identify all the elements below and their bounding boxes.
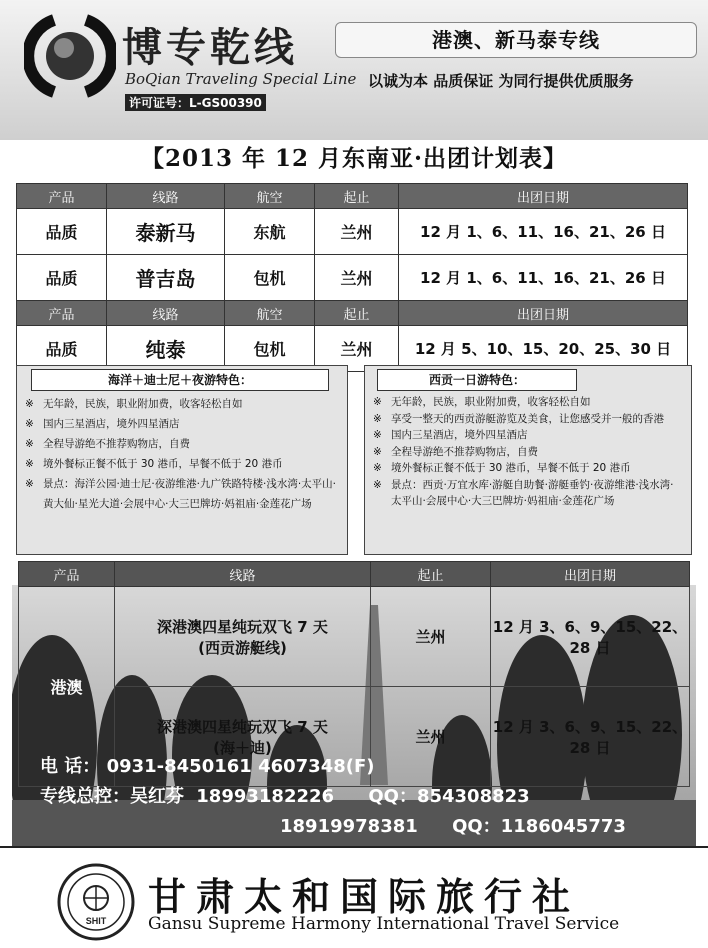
- column-header: 线路: [115, 562, 371, 587]
- special-line-banner: 港澳、新马泰专线: [335, 22, 697, 58]
- table-row: [19, 587, 690, 687]
- departure-city-cell: 兰州: [315, 209, 399, 255]
- column-header: 出团日期: [399, 184, 688, 209]
- product-cell: 品质: [17, 326, 107, 372]
- column-header: 航空: [225, 184, 315, 209]
- features-box-title: 海洋＋迪士尼＋夜游特色：: [31, 369, 329, 391]
- list-item: ※ 无年龄，民族，职业附加费，收客轻松自如: [373, 394, 683, 411]
- dates-cell: 12 月 1、6、11、16、21、26 日: [399, 255, 688, 301]
- features-box-ocean-disney: [16, 365, 348, 555]
- table-header-row: [17, 184, 688, 209]
- route-name: 深港澳四星纯玩双飞 7 天: [157, 617, 328, 636]
- phone-label: 电 话：: [40, 756, 101, 777]
- route-name: 深港澳四星纯玩双飞 7 天: [157, 717, 328, 736]
- seal-text: SHIT: [85, 916, 107, 926]
- departure-city-cell: 兰州: [371, 587, 491, 687]
- column-header: 产品: [19, 562, 115, 587]
- table-row: [17, 209, 688, 255]
- list-item: ※ 景点：海洋公园·迪士尼·夜游维港·九广铁路特楼·浅水湾·太平山·黄大仙·星光大道·会展中心·大三巴牌坊·妈祖庙·金莲花广场: [25, 474, 339, 514]
- list-item: ※ 全程导游绝不推荐购物店，自费: [373, 444, 683, 461]
- dates-cell: 12 月 3、6、9、15、22、28 日: [491, 687, 690, 787]
- list-item: ※ 景点：西贡·万宜水库·游艇自助餐·游艇垂钓·夜游维港·浅水湾·太平山·会展中心·大三巴牌坊·妈祖庙·金莲花广场: [373, 477, 683, 510]
- column-header: 起止: [315, 184, 399, 209]
- table-header-row: [17, 301, 688, 326]
- route-subtitle: (海＋迪): [213, 738, 272, 757]
- column-header: 产品: [17, 301, 107, 326]
- brand-name-en: BoQian Traveling Special Line: [125, 70, 357, 88]
- column-header: 起止: [315, 301, 399, 326]
- features-list: [373, 394, 683, 510]
- column-header: 出团日期: [491, 562, 690, 587]
- qq-number-1: QQ：854308823: [368, 786, 530, 807]
- column-header: 产品: [17, 184, 107, 209]
- qq-number-2: QQ：1186045773: [452, 816, 626, 837]
- column-header: 出团日期: [399, 301, 688, 326]
- product-cell: 品质: [17, 209, 107, 255]
- schedule-title: 【2013 年 12 月东南亚·出团计划表】: [140, 145, 568, 172]
- list-item: ※ 国内三星酒店，境外四星酒店: [25, 414, 339, 434]
- list-item: ※ 境外餐标正餐不低于 30 港币，早餐不低于 20 港币: [25, 454, 339, 474]
- license-number: 许可证号：L-GS00390: [125, 94, 266, 111]
- agency-name-en: Gansu Supreme Harmony International Travel Service: [148, 914, 620, 934]
- airline-cell: 包机: [225, 255, 315, 301]
- route-subtitle: (西贡游艇线): [198, 638, 287, 657]
- product-cell: 品质: [17, 255, 107, 301]
- brand-name-cn: 博专乾线: [122, 25, 298, 71]
- agency-name-cn: 甘肃太和国际旅行社: [148, 874, 581, 919]
- contact-info: [40, 752, 626, 842]
- route-cell: 纯泰: [107, 326, 225, 372]
- column-header: 线路: [107, 184, 225, 209]
- list-item: ※ 享受一整天的西贡游艇游览及美食，让您感受并一般的香港: [373, 411, 683, 428]
- table-header-row: [19, 562, 690, 587]
- departure-city-cell: 兰州: [315, 255, 399, 301]
- table-row: [17, 255, 688, 301]
- mobile-row-2: [40, 812, 626, 842]
- brand-logo-icon: [24, 10, 116, 102]
- route-cell: [115, 587, 371, 687]
- phone-row: [40, 752, 626, 782]
- dates-cell: 12 月 3、6、9、15、22、28 日: [491, 587, 690, 687]
- features-box-saikung: [364, 365, 692, 555]
- footer: [0, 846, 708, 948]
- list-item: ※ 境外餐标正餐不低于 30 港币，早餐不低于 20 港币: [373, 460, 683, 477]
- schedule-table-southeast-asia: [16, 183, 688, 372]
- route-cell: 泰新马: [107, 209, 225, 255]
- features-box-title: 西贡一日游特色：: [377, 369, 577, 391]
- list-item: ※ 无年龄，民族，职业附加费，收客轻松自如: [25, 394, 339, 414]
- agency-seal-icon: [56, 862, 136, 942]
- departure-city-cell: 兰州: [315, 326, 399, 372]
- product-cell: 港澳: [19, 587, 115, 787]
- departure-city-cell: 兰州: [371, 687, 491, 787]
- list-item: ※ 全程导游绝不推荐购物店，自费: [25, 434, 339, 454]
- mobile-number-2: 18919978381: [280, 816, 418, 837]
- list-item: ※ 国内三星酒店，境外四星酒店: [373, 427, 683, 444]
- column-header: 起止: [371, 562, 491, 587]
- mobile-number-1: 18993182226: [196, 786, 335, 807]
- manager-label: 专线总控：吴红芬: [40, 786, 184, 807]
- manager-row: [40, 782, 626, 812]
- route-cell: 普吉岛: [107, 255, 225, 301]
- slogan: 以诚为本 品质保证 为同行提供优质服务: [368, 72, 634, 90]
- airline-cell: 包机: [225, 326, 315, 372]
- dates-cell: 12 月 5、10、15、20、25、30 日: [399, 326, 688, 372]
- dates-cell: 12 月 1、6、11、16、21、26 日: [399, 209, 688, 255]
- column-header: 线路: [107, 301, 225, 326]
- phone-number: 0931-8450161 4607348(F): [106, 756, 375, 777]
- features-list: [25, 394, 339, 514]
- column-header: 航空: [225, 301, 315, 326]
- airline-cell: 东航: [225, 209, 315, 255]
- header: [0, 0, 708, 140]
